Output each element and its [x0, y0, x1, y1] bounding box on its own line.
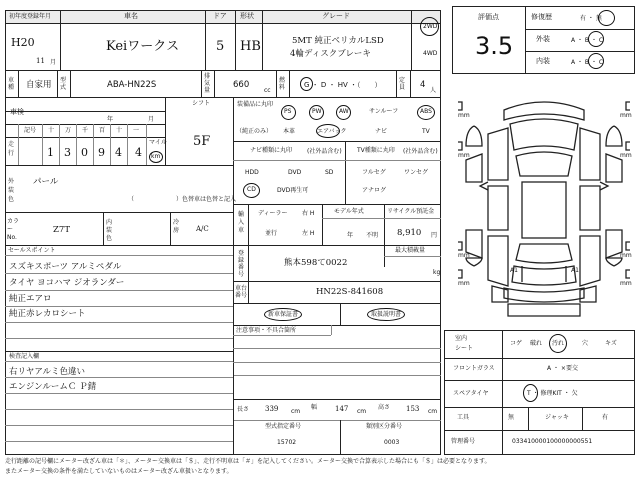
front-glass-options: A ・ ×要交: [547, 365, 578, 372]
place-label-10k: 万: [65, 127, 72, 134]
tv-fullseg: フルセグ: [362, 169, 386, 176]
width-value: 147: [335, 405, 349, 413]
mileage-digit-2: 3: [64, 146, 71, 159]
spare-options: T ・ 修理KIT ・ 欠: [527, 390, 578, 397]
interior-b-circle: [588, 53, 604, 69]
equip-leather: 本革: [283, 128, 296, 135]
inspector-note-1: 右リヤアルミ色違い: [9, 367, 85, 377]
equip-sunroof: サンルーフ: [369, 108, 399, 115]
navi-dvd-play: DVD再生可: [277, 187, 309, 194]
model-code-value: 15702: [277, 439, 297, 446]
place-label-10: 十: [116, 127, 123, 134]
seat-opt-yabure: 破れ: [530, 340, 543, 347]
equip-aw: AW: [339, 108, 349, 115]
car-diagram: [452, 90, 637, 330]
mm-label-6: mm: [620, 152, 632, 159]
place-label-100k: 十: [48, 127, 55, 134]
mm-label-8: mm: [620, 280, 632, 287]
manual: 取扱説明書: [371, 311, 402, 318]
equip-abs: ABS: [420, 108, 432, 115]
car-name-value: Keiワークス: [106, 39, 180, 54]
mileage-digit-4: 9: [98, 146, 105, 159]
length-label: 長さ: [237, 406, 250, 413]
class-code-value: 0003: [384, 439, 400, 446]
cc-unit: cc: [264, 87, 271, 94]
mileage-label: 走行: [8, 141, 15, 157]
length-unit: cm: [291, 408, 301, 415]
navi-sd: SD: [325, 169, 334, 176]
class-code-label: 類別区分番号: [366, 423, 403, 430]
navi-cd: CD: [247, 186, 256, 193]
width-unit: cm: [357, 408, 367, 415]
chassis-label: 車台番号: [235, 285, 248, 299]
height-label: 高さ: [378, 404, 391, 411]
ac-value: A/C: [196, 225, 209, 233]
inspection-label: 車検: [10, 108, 24, 116]
exterior-label: 外装色: [8, 178, 15, 203]
rating-interior-options: A ・ B ・ C: [571, 59, 604, 66]
color-no-label: カラーNo.: [7, 218, 20, 241]
capacity-label: 定員: [399, 77, 406, 91]
car-class-label: 車種: [8, 77, 15, 91]
model-code-label: 型式指定番号: [265, 423, 302, 430]
place-label-sign: 記号: [24, 127, 37, 134]
inspector-notes-label: 検査記入欄: [9, 353, 40, 360]
tv-oneseg: ワンセグ: [404, 169, 429, 176]
registration-value: 熊本598て0022: [284, 258, 348, 268]
caution-label: 注意事項・不具合箇所: [236, 327, 297, 334]
first-reg-year: H20: [11, 36, 35, 49]
navi-dvd: DVD: [288, 169, 302, 176]
mileage-digit-6: 4: [135, 146, 142, 159]
interior-color-label: 内装色: [106, 219, 113, 242]
model-year-unit: 年: [347, 232, 354, 239]
mm-label-5: mm: [620, 112, 632, 119]
model-year-label: モデル年式: [334, 208, 364, 215]
equip-airbag: エアバック: [317, 128, 347, 135]
seat-label-1: 室内: [455, 335, 468, 342]
new-warranty: 新車保証書: [268, 311, 299, 318]
fuel-label: 燃料: [279, 77, 286, 91]
rating-exterior-label: 外装: [536, 35, 550, 43]
footer-line-2: またメーター交換の条件を満たしていないものはメーター改ざん車扱いとなります。: [5, 468, 233, 475]
tv-analog: アナログ: [362, 187, 387, 194]
equipment-sub: （純正のみ）: [236, 128, 273, 135]
first-reg-month: 11: [36, 57, 45, 65]
recycle-label: リサイクル預託金: [387, 208, 435, 215]
model-year-unknown: 不明: [366, 232, 379, 239]
drive-4wd: 4WD: [423, 50, 438, 57]
doors-value: 5: [216, 39, 225, 54]
fuel-options: G ・ D ・ HV ・（ ）: [304, 81, 382, 89]
registration-label: 登録番号: [238, 250, 245, 278]
place-label-100: 百: [99, 127, 106, 134]
footer-line-1: 走行距離の記号欄にメーター改ざん車は「＊」、メーター交換車は「＄」、走行不明車は「＃」を記入してください。メーター交換で合算表示した場合にも「＄」は必要となります。: [5, 458, 491, 465]
sales-point-2: タイヤ ヨコハマ ジオランダー: [9, 278, 125, 288]
repair-none-circle: [598, 10, 615, 26]
seat-opt-yogore: 汚れ: [552, 340, 565, 347]
equip-navi: ナビ: [375, 128, 388, 135]
capacity-value: 4: [420, 80, 426, 90]
equip-tv: TV: [422, 128, 430, 135]
front-glass-label: フロントガラス: [453, 365, 495, 372]
navi-hdd: HDD: [245, 169, 259, 176]
seat-opt-koge: コゲ: [510, 340, 523, 347]
grade-line-1: 5MT 純正ベリカルLSD: [292, 36, 384, 46]
mm-label-3: mm: [458, 252, 470, 259]
recycle-unit: 円: [431, 232, 438, 239]
first-reg-label: 初年度登録年月: [9, 13, 52, 20]
mark-a1-left: A1: [510, 267, 518, 274]
spare-label: スペアタイヤ: [453, 390, 489, 397]
rating-exterior-options: A ・ B ・ C: [571, 37, 604, 44]
tools-label: 工具: [457, 414, 470, 421]
model-value: ABA-HN22S: [107, 80, 157, 90]
mark-a1-right: A1: [571, 267, 579, 274]
height-unit: cm: [428, 408, 438, 415]
inspection-year-unit: 年: [107, 116, 114, 123]
repair-options: 有 ・ 無: [580, 15, 602, 22]
seat-label-2: シート: [455, 345, 474, 352]
color-no-value: Z7T: [53, 225, 70, 235]
exterior-color: パール: [33, 177, 59, 187]
mileage-digit-1: 1: [47, 146, 54, 159]
management-label: 管理番号: [451, 438, 476, 445]
chassis-value: HN22S-841608: [316, 287, 384, 297]
place-label-1k: 千: [82, 127, 89, 134]
import-parallel: 並行: [265, 230, 278, 237]
repair-label: 修復歴: [531, 13, 552, 21]
jack-value: 有: [602, 414, 609, 421]
equipment-label: 装備品に丸印: [237, 101, 274, 108]
navi-label: ナビ種類に丸印: [250, 147, 293, 154]
tv-sub: (社外品含む): [403, 148, 438, 155]
load-label: 最大積載量: [395, 247, 426, 254]
unit-mile: マイル: [149, 139, 167, 146]
mm-label-1: mm: [458, 112, 470, 119]
exterior-note: （ ）色替車は色替と記入: [128, 196, 237, 203]
car-name-label: 車名: [124, 12, 138, 20]
import-dealer: ディーラー: [258, 210, 288, 217]
recycle-value: 8,910: [397, 228, 422, 238]
rating-interior-label: 内装: [536, 57, 550, 65]
shape-value: HB: [240, 39, 261, 54]
management-value: 033410000100000000551: [512, 438, 593, 445]
score-value: 3.5: [475, 32, 514, 60]
shift-label: シフト: [192, 100, 211, 107]
navi-sub: (社外品含む): [307, 148, 342, 155]
month-unit: 月: [50, 59, 57, 66]
import-left: 左 H: [302, 230, 315, 237]
score-label: 評価点: [478, 13, 499, 21]
mm-label-7: mm: [620, 252, 632, 259]
shift-value: 5F: [193, 134, 211, 149]
shape-label: 形状: [240, 12, 254, 20]
equip-pw: PW: [312, 108, 322, 115]
tools-value: 無: [508, 414, 515, 421]
mm-label-2: mm: [458, 152, 470, 159]
load-kg: kg: [433, 269, 441, 276]
tv-label: TV種類に丸印: [357, 147, 395, 154]
fuel-g-circle: [300, 77, 313, 91]
car-class-value: 自家用: [26, 80, 52, 90]
equip-ps: PS: [284, 108, 292, 115]
height-value: 153: [406, 405, 420, 413]
mm-label-4: mm: [458, 280, 470, 287]
width-label: 幅: [311, 404, 318, 411]
import-right: 右 H: [302, 210, 315, 217]
sales-point-1: スズキスポーツ アルミペダル: [9, 262, 122, 272]
model-label: 型式: [60, 77, 67, 91]
ac-label: 冷房: [173, 219, 180, 234]
drive-2wd: 2WD: [423, 23, 438, 30]
door-label: ドア: [213, 12, 227, 20]
person-unit: 人: [430, 87, 437, 94]
grade-line-2: 4輪ディスクブレーキ: [290, 49, 371, 59]
seat-opt-ana: 穴: [582, 340, 589, 347]
displacement-label: 排気量: [204, 73, 211, 94]
place-label-1: 一: [133, 127, 140, 134]
inspection-month-unit: 月: [148, 116, 155, 123]
grade-label: グレード: [322, 12, 350, 20]
displacement-value: 660: [233, 80, 250, 90]
unit-km: km: [151, 153, 161, 160]
mileage-digit-5: 4: [115, 146, 122, 159]
sales-point-4: 純正赤レカロシート: [9, 309, 86, 319]
jack-label: ジャッキ: [545, 414, 569, 421]
sales-point-3: 純正エアロ: [9, 294, 52, 304]
import-label: 輸入車: [238, 211, 245, 234]
length-value: 339: [265, 405, 279, 413]
sales-points-label: セールスポイント: [8, 247, 56, 254]
seat-opt-kizu: キズ: [605, 340, 617, 347]
inspector-note-2: エンジンルームＣ Ｐ錆: [9, 382, 97, 392]
exterior-b-circle: [588, 31, 604, 47]
mileage-digit-3: 0: [81, 146, 88, 159]
